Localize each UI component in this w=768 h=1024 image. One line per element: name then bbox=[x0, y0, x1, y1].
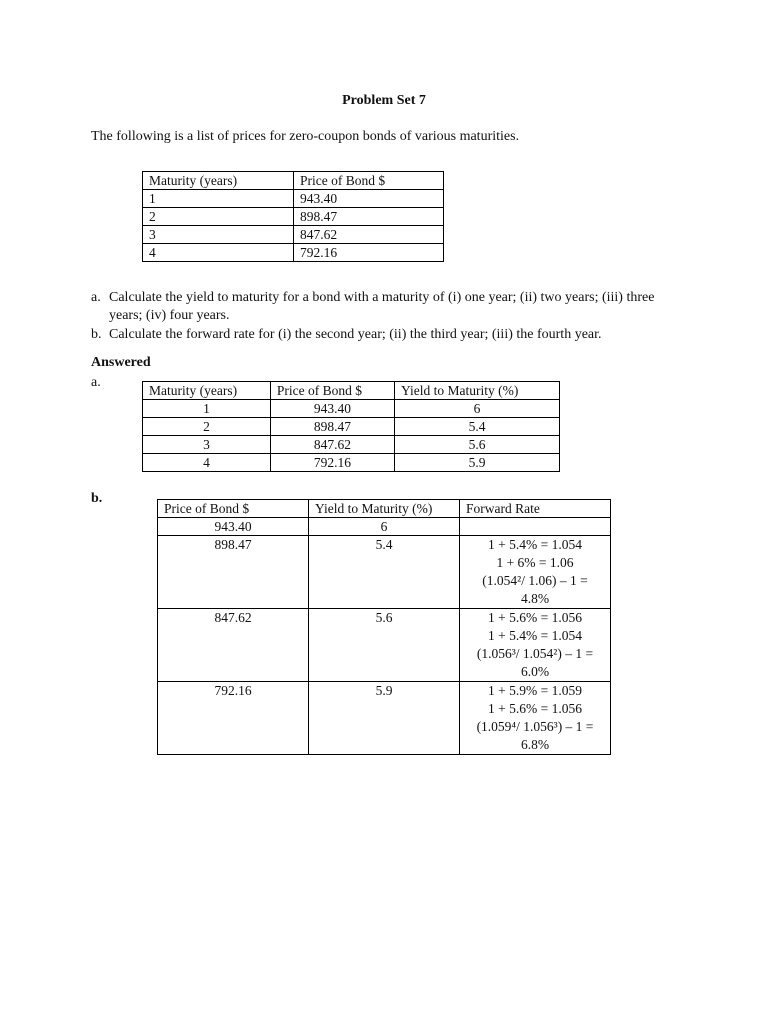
maturity-cell: 1 bbox=[143, 190, 294, 208]
forward-line: 1 + 5.6% = 1.056 bbox=[488, 701, 582, 716]
table-row bbox=[143, 190, 444, 208]
maturity-cell: 4 bbox=[143, 244, 294, 262]
table-row bbox=[143, 208, 444, 226]
forward-line: 1 + 5.6% = 1.056 bbox=[488, 610, 582, 625]
price-cell: 898.47 bbox=[158, 536, 309, 609]
header-cell: Price of Bond $ bbox=[270, 382, 394, 400]
price-cell: 943.40 bbox=[158, 518, 309, 536]
table-row bbox=[143, 454, 560, 472]
price-cell: 898.47 bbox=[294, 208, 444, 226]
intro-paragraph: The following is a list of prices for zero-coupon bonds of various maturities. bbox=[91, 129, 520, 144]
question-label: a. bbox=[91, 290, 101, 305]
maturity-cell: 3 bbox=[143, 226, 294, 244]
forward-result: 6.0% bbox=[520, 664, 550, 679]
question-text: Calculate the yield to maturity for a bond with a maturity of (i) one year; (ii) two years; (iii) three years; (iv) four years. bbox=[109, 290, 655, 323]
maturity-cell: 4 bbox=[143, 454, 271, 472]
ytm-cell: 5.4 bbox=[395, 418, 560, 436]
ytm-cell: 5.9 bbox=[309, 682, 460, 755]
forward-rate-table bbox=[157, 499, 611, 755]
forward-rate-cell bbox=[460, 518, 611, 536]
ytm-cell: 5.6 bbox=[309, 609, 460, 682]
table-row bbox=[143, 400, 560, 418]
table-row bbox=[158, 536, 611, 609]
price-cell: 792.16 bbox=[270, 454, 394, 472]
maturity-cell: 1 bbox=[143, 400, 271, 418]
forward-rate-cell bbox=[460, 536, 611, 609]
table-row bbox=[143, 226, 444, 244]
yield-table bbox=[142, 381, 560, 472]
table-row bbox=[143, 244, 444, 262]
bond-prices-table bbox=[142, 171, 444, 262]
header-cell: Price of Bond $ bbox=[294, 172, 444, 190]
ytm-cell: 6 bbox=[395, 400, 560, 418]
table-row bbox=[143, 436, 560, 454]
maturity-cell: 2 bbox=[143, 418, 271, 436]
maturity-cell: 3 bbox=[143, 436, 271, 454]
table-header-row bbox=[143, 382, 560, 400]
question-label: b. bbox=[91, 327, 102, 342]
header-cell: Price of Bond $ bbox=[158, 500, 309, 518]
table-header-row bbox=[143, 172, 444, 190]
ytm-cell: 5.9 bbox=[395, 454, 560, 472]
table-row bbox=[158, 518, 611, 536]
table-row bbox=[158, 609, 611, 682]
maturity-cell: 2 bbox=[143, 208, 294, 226]
table-row bbox=[158, 682, 611, 755]
ytm-cell: 5.4 bbox=[309, 536, 460, 609]
forward-line: 1 + 5.9% = 1.059 bbox=[488, 683, 582, 698]
header-cell: Forward Rate bbox=[460, 500, 611, 518]
forward-line: 1 + 5.4% = 1.054 bbox=[488, 628, 582, 643]
answered-heading: Answered bbox=[91, 355, 151, 370]
forward-rate-cell bbox=[460, 682, 611, 755]
price-cell: 847.62 bbox=[158, 609, 309, 682]
forward-line: (1.059⁴/ 1.056³) – 1 = bbox=[476, 719, 594, 734]
price-cell: 792.16 bbox=[294, 244, 444, 262]
price-cell: 847.62 bbox=[270, 436, 394, 454]
header-cell: Yield to Maturity (%) bbox=[395, 382, 560, 400]
price-cell: 898.47 bbox=[270, 418, 394, 436]
answer-b-label: b. bbox=[91, 491, 103, 506]
forward-line: (1.056³/ 1.054²) – 1 = bbox=[476, 646, 594, 661]
forward-rate-cell bbox=[460, 609, 611, 682]
header-cell: Yield to Maturity (%) bbox=[309, 500, 460, 518]
answer-a-label: a. bbox=[91, 375, 101, 390]
price-cell: 943.40 bbox=[270, 400, 394, 418]
price-cell: 792.16 bbox=[158, 682, 309, 755]
header-cell: Maturity (years) bbox=[143, 382, 271, 400]
header-cell: Maturity (years) bbox=[143, 172, 294, 190]
price-cell: 943.40 bbox=[294, 190, 444, 208]
forward-line: (1.054²/ 1.06) – 1 = bbox=[482, 573, 588, 588]
forward-result: 6.8% bbox=[520, 737, 550, 752]
ytm-cell: 6 bbox=[309, 518, 460, 536]
table-row bbox=[143, 418, 560, 436]
forward-result: 4.8% bbox=[520, 591, 550, 606]
forward-line: 1 + 6% = 1.06 bbox=[496, 555, 574, 570]
price-cell: 847.62 bbox=[294, 226, 444, 244]
question-text: Calculate the forward rate for (i) the second year; (ii) the third year; (iii) the fourth year. bbox=[109, 327, 602, 342]
forward-line: 1 + 5.4% = 1.054 bbox=[488, 537, 582, 552]
ytm-cell: 5.6 bbox=[395, 436, 560, 454]
page-title: Problem Set 7 bbox=[342, 93, 426, 108]
table-header-row bbox=[158, 500, 611, 518]
